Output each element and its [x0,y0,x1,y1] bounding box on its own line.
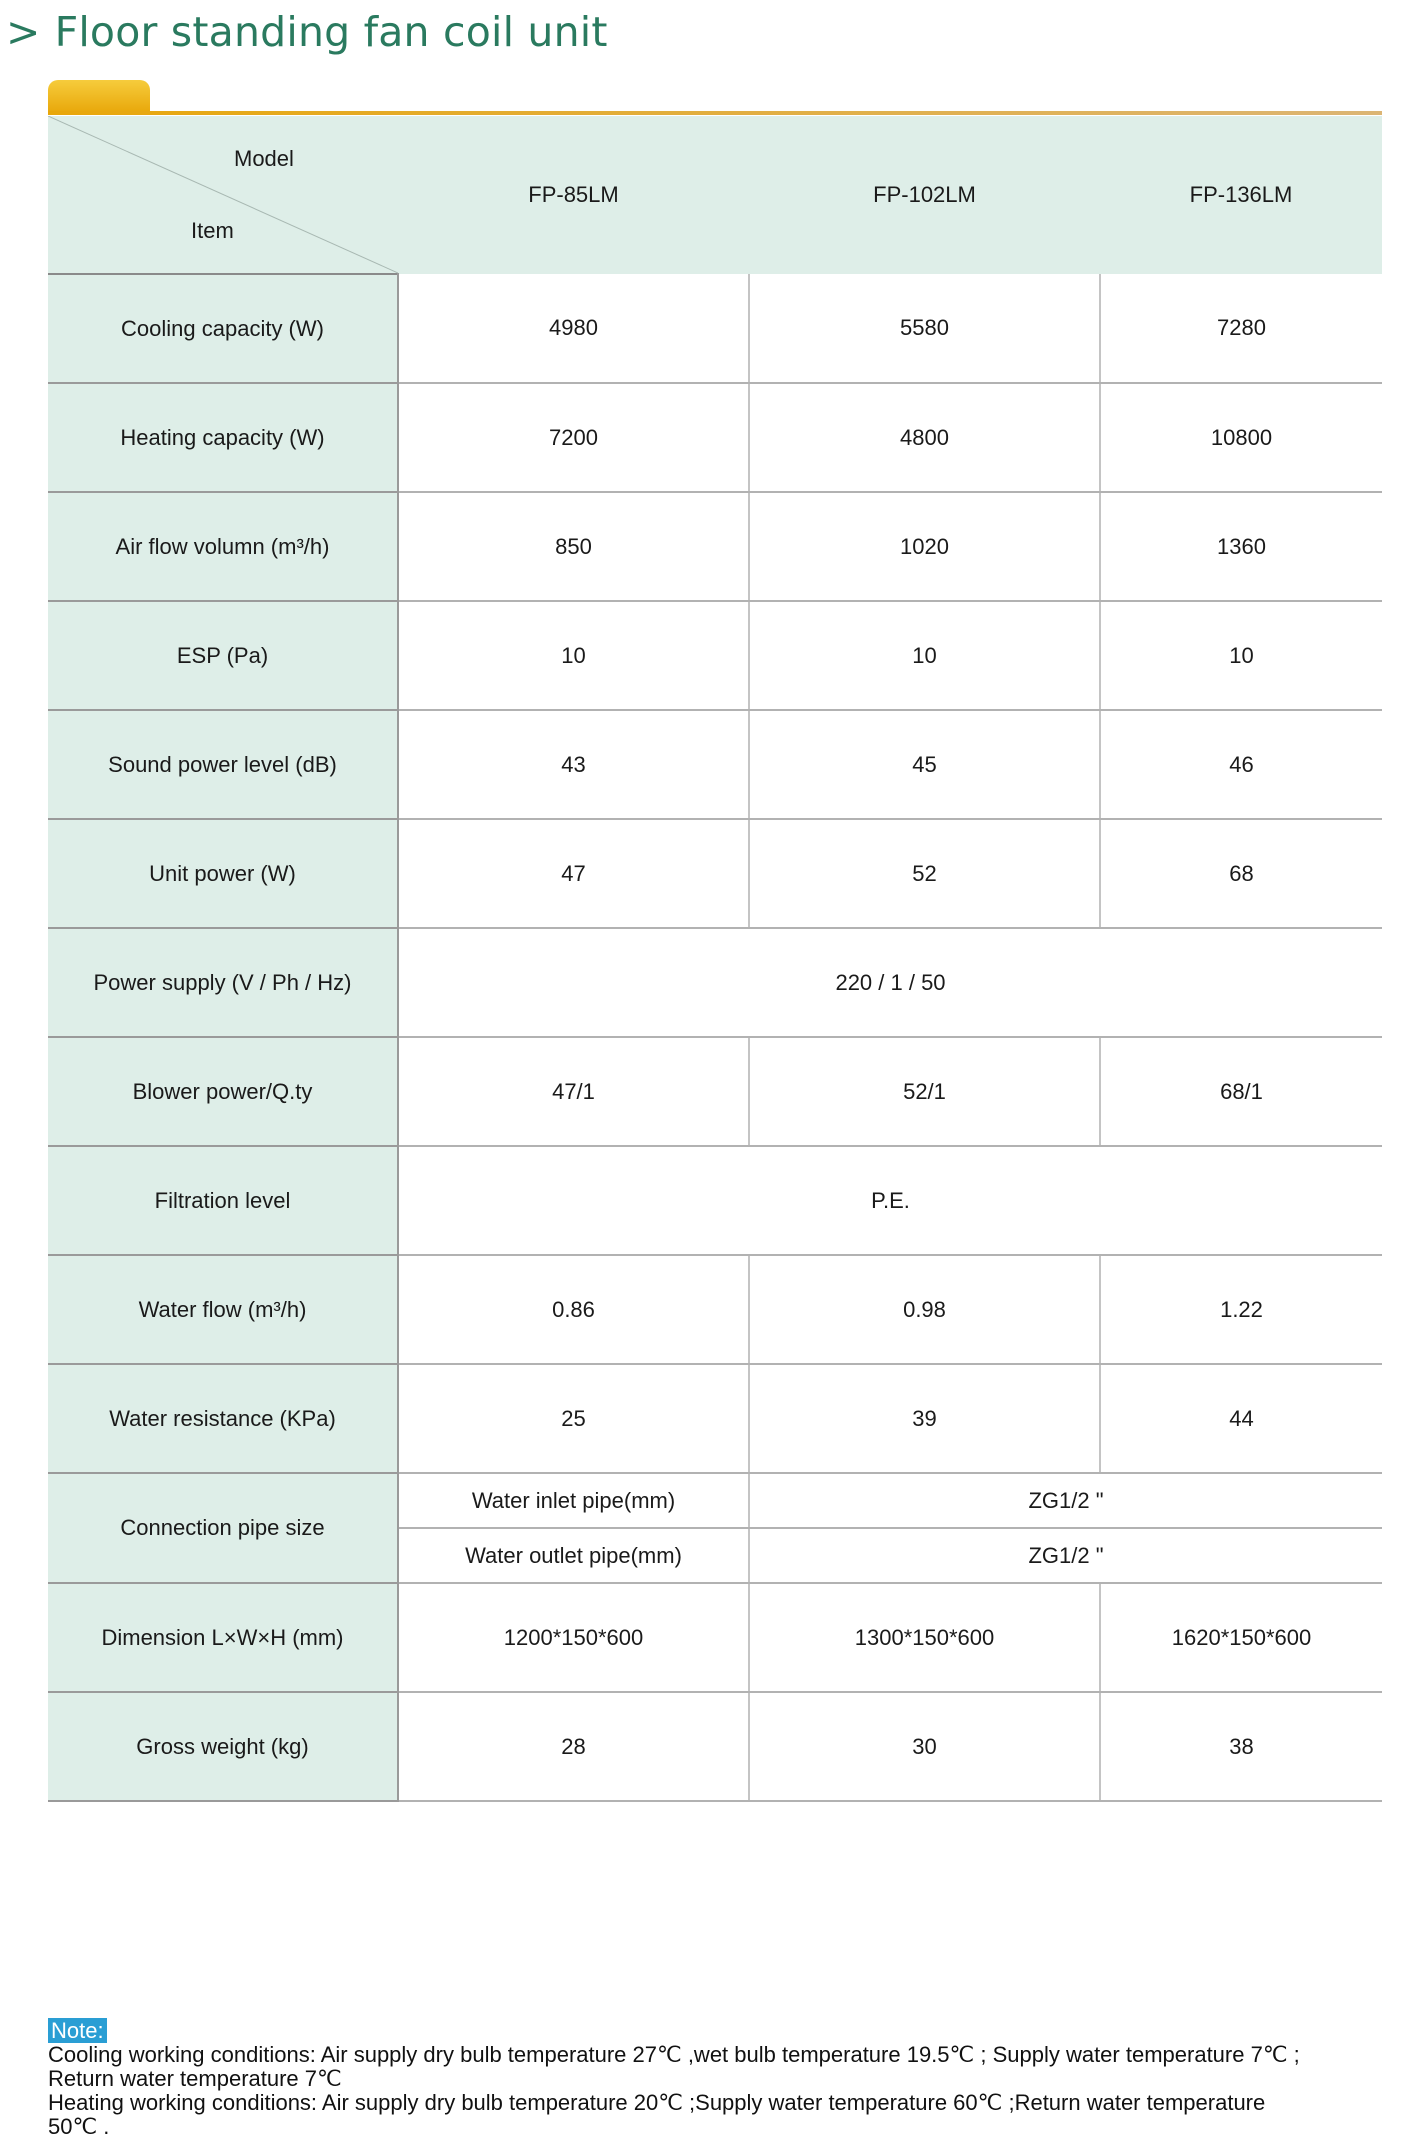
table-cell-merged: ZG1/2 " [749,1528,1382,1583]
table-row-power-supply [48,928,1382,1037]
table-cell: 52/1 [749,1037,1100,1146]
row-label: Sound power level (dB) [48,710,398,819]
table-cell: 4980 [398,274,749,383]
table-cell: 1620*150*600 [1100,1583,1382,1692]
model-header: FP-102LM [749,116,1100,274]
section-tab-accent [48,80,150,113]
diagonal-divider [48,116,398,273]
row-label: Dimension L×W×H (mm) [48,1583,398,1692]
section-divider [48,111,1382,115]
table-row-weight [48,1692,1382,1801]
row-label: Connection pipe size [48,1473,398,1583]
note-line: Heating working conditions: Air supply dry bulb temperature 20℃ ;Supply water temperature 60℃ ;Return water temperature [48,2090,1266,2115]
table-cell: 1360 [1100,492,1382,601]
table-row-dimension [48,1583,1382,1692]
note-line: Cooling working conditions: Air supply dry bulb temperature 27℃ ,wet bulb temperature 19.5℃ ; Supply water temperature 7℃ ; [48,2042,1300,2067]
table-row-filtration [48,1146,1382,1255]
table-row-airflow [48,492,1382,601]
spec-table [48,116,1382,1802]
table-cell-merged: 220 / 1 / 50 [398,928,1382,1037]
table-cell: 1020 [749,492,1100,601]
table-cell: 7280 [1100,274,1382,383]
table-cell: 68 [1100,819,1382,928]
row-label: Power supply (V / Ph / Hz) [48,928,398,1037]
table-cell: 10 [749,601,1100,710]
table-cell: 10800 [1100,383,1382,492]
row-label: Unit power (W) [48,819,398,928]
table-row-sound [48,710,1382,819]
table-cell: 10 [398,601,749,710]
table-cell: Water inlet pipe(mm) [398,1473,749,1528]
table-cell: 44 [1100,1364,1382,1473]
table-cell: 47/1 [398,1037,749,1146]
table-header-row [48,116,1382,274]
model-item-corner-cell [48,116,398,274]
table-cell: 28 [398,1692,749,1801]
row-label: Cooling capacity (W) [48,274,398,383]
table-cell: 68/1 [1100,1037,1382,1146]
table-cell: 7200 [398,383,749,492]
row-label: Filtration level [48,1146,398,1255]
table-row-blower [48,1037,1382,1146]
table-cell: 52 [749,819,1100,928]
table-cell: 30 [749,1692,1100,1801]
table-cell-merged: ZG1/2 " [749,1473,1382,1528]
table-cell-merged: P.E. [398,1146,1382,1255]
note-line: 50℃ . [48,2114,110,2139]
table-cell: 1200*150*600 [398,1583,749,1692]
model-header: FP-136LM [1100,116,1382,274]
model-header-label: Model [234,146,294,171]
note-tag: Note: [48,2018,107,2043]
table-row-connection-inlet [48,1473,1382,1528]
table-cell: 38 [1100,1692,1382,1801]
notes-section [48,2019,1388,2139]
item-header-label: Item [191,218,234,243]
table-cell: 1.22 [1100,1255,1382,1364]
table-cell: 25 [398,1364,749,1473]
table-row-esp [48,601,1382,710]
page-title [6,8,608,56]
row-label: Blower power/Q.ty [48,1037,398,1146]
table-cell: 10 [1100,601,1382,710]
row-label: Heating capacity (W) [48,383,398,492]
table-row-cooling [48,274,1382,383]
row-label: Air flow volumn (m³/h) [48,492,398,601]
table-row-heating [48,383,1382,492]
row-label: Water flow (m³/h) [48,1255,398,1364]
model-header: FP-85LM [398,116,749,274]
table-row-water-resistance [48,1364,1382,1473]
table-cell: 0.86 [398,1255,749,1364]
row-label: Gross weight (kg) [48,1692,398,1801]
table-cell: 47 [398,819,749,928]
table-cell: 43 [398,710,749,819]
table-cell: 4800 [749,383,1100,492]
note-line: Return water temperature 7℃ [48,2066,342,2091]
table-cell: 46 [1100,710,1382,819]
table-row-water-flow [48,1255,1382,1364]
chevron-right-icon: > [6,8,41,56]
table-cell: 850 [398,492,749,601]
table-cell: Water outlet pipe(mm) [398,1528,749,1583]
table-cell: 0.98 [749,1255,1100,1364]
table-cell: 5580 [749,274,1100,383]
table-cell: 45 [749,710,1100,819]
table-cell: 1300*150*600 [749,1583,1100,1692]
row-label: ESP (Pa) [48,601,398,710]
table-cell: 39 [749,1364,1100,1473]
page-title-text: Floor standing fan coil unit [54,8,608,56]
table-row-unit-power [48,819,1382,928]
row-label: Water resistance (KPa) [48,1364,398,1473]
